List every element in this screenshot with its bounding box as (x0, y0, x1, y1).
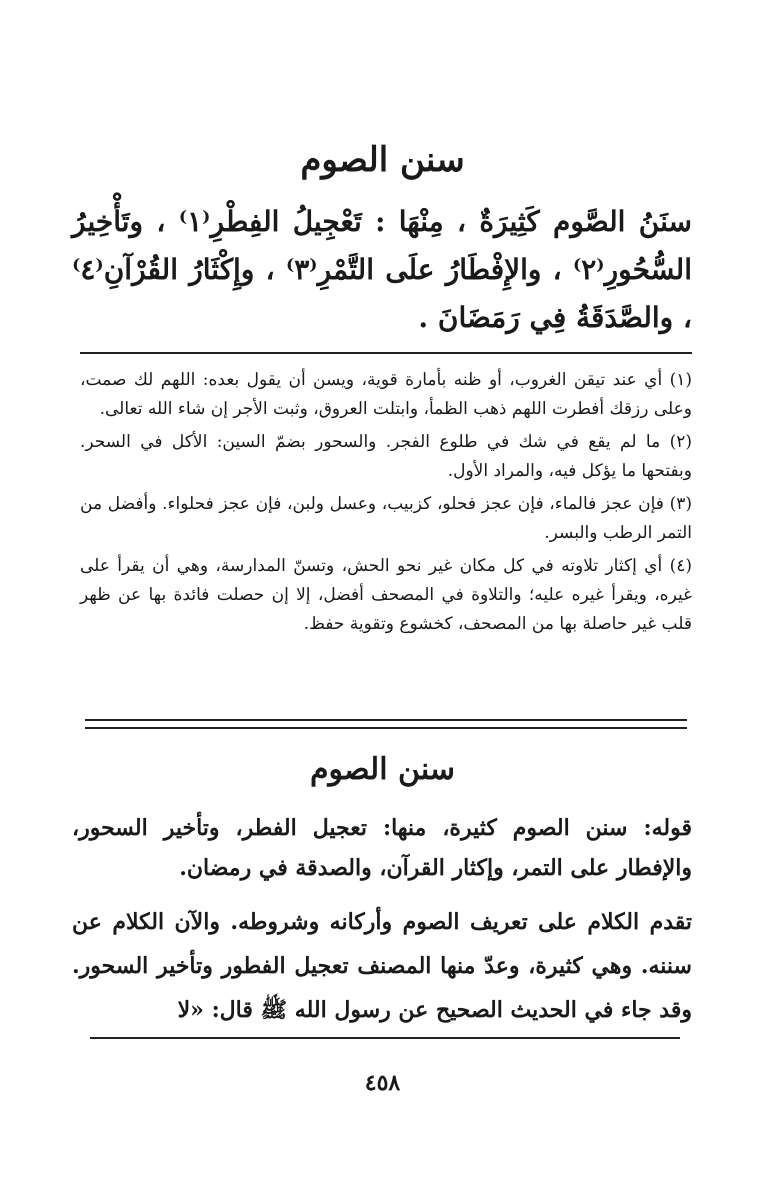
bottom-rule (90, 1037, 680, 1039)
chapter-title: سنن الصوم (300, 140, 465, 180)
quote-body: سنن الصوم كثيرة، منها: تعجيل الفطر، وتأخير السحور، والإفطار على التمر، وإكثار القرآن، والصدقة في رمضان. (72, 815, 692, 881)
section-title: سنن الصوم (309, 752, 456, 787)
footnote-4: (٤) أي إكثار تلاوته في كل مكان غير نحو الحش، وتسنّ المدارسة، وهي أن يقرأ على غيره، ويقرأ غيره عليه؛ والتلاوة في المصحف أفضل، إلا إن حصلت فائدة بها عن ظهر قلب غير حاصلة بها من المصحف، كخشوع وتقوية حفظ. (80, 556, 692, 634)
main-text: سنَنُ الصَّوم كَثِيرَةٌ ، مِنْهَا : تَعْجِيلُ الفِطْرِ⁽١⁾ ، وتَأْخِيرُ السُّحُورِ⁽٢⁾ ، والإِفْطَارُ علَى التَّمْرِ⁽٣⁾ ، وإِكْثَارُ القُرْآنِ⁽٤⁾ ، والصَّدَقَةُ فِي رَمَضَانَ . (72, 205, 692, 334)
commentary: تقدم الكلام على تعريف الصوم وأركانه وشروطه. والآن الكلام عن سننه. وهي كثيرة، وعدّ منها المصنف تعجيل الفطور وتأخير السحور. وقد جاء في الحديث الصحيح عن رسول الله ﷺ قال: «لا (72, 909, 692, 1023)
page-number: ٤٥٨ (364, 1070, 401, 1096)
footnote-3: (٣) فإن عجز فالماء، فإن عجز فحلو، كزبيب، وعسل ولبن، فإن عجز فحلواء. وأفضل من التمر الرطب والبسر. (80, 494, 692, 543)
footnote-2: (٢) ما لم يقع في شك في طلوع الفجر. والسحور بضمّ السين: الأكل في السحر. وبفتحها ما يؤكل فيه، والمراد الأول. (80, 432, 692, 481)
footnotes (80, 366, 692, 643)
quote-label: قوله: (643, 815, 692, 841)
quoted-text (72, 808, 692, 888)
footnote-1: (١) أي عند تيقن الغروب، أو ظنه بأمارة قوية، ويسن أن يقول بعده: اللهم لك صمت، وعلى رزقك أفطرت اللهم ذهب الظمأ، وابتلت العروق، وثبت الأجر إن شاء الله تعالى. (80, 370, 692, 419)
section-double-rule-bottom (85, 727, 687, 729)
section-double-rule-top (85, 719, 687, 721)
footnote-divider (80, 352, 692, 354)
